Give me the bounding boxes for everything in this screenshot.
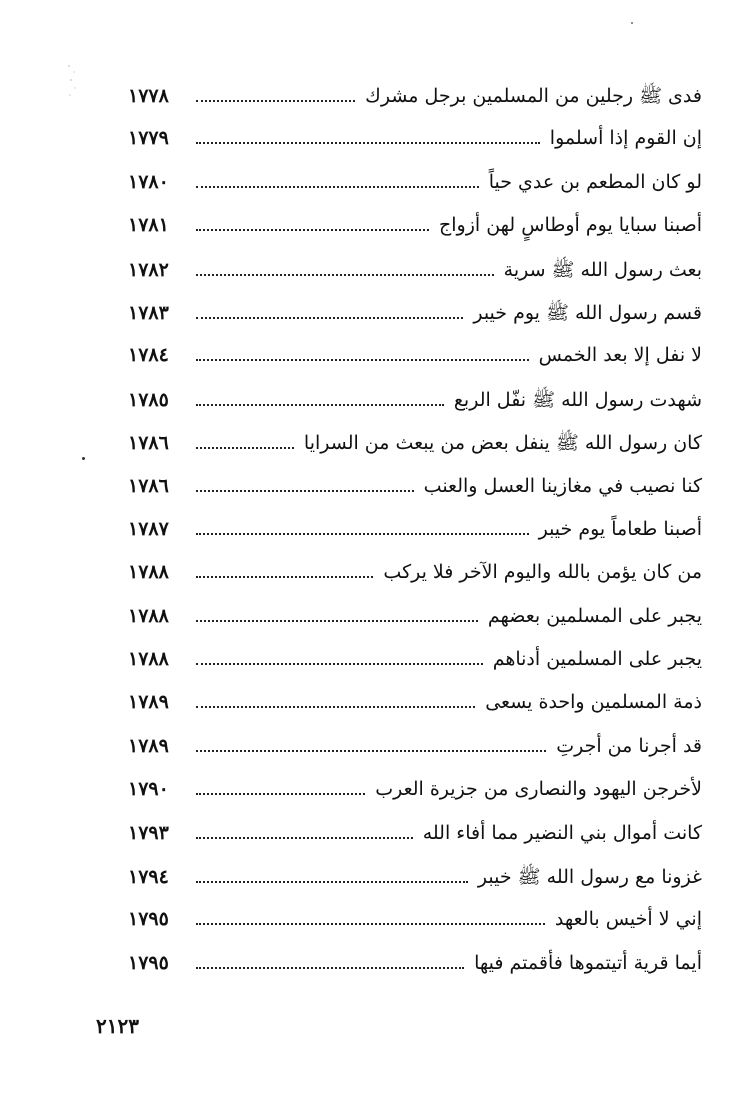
entry-text: قسم رسول الله ﷺ يوم خيبر: [473, 301, 702, 324]
index-entry: [128, 344, 702, 387]
entry-page-number: ١٧٨٥: [128, 388, 169, 411]
entry-text: كان رسول الله ﷺ ينفل بعض من يبعث من السرايا: [303, 432, 702, 455]
entry-text: فدى ﷺ رجلين من المسلمين برجل مشرك: [365, 85, 702, 107]
index-entry: [128, 648, 702, 691]
index-entry: [128, 735, 702, 778]
entry-text: لا نفل إلا بعد الخمس: [538, 344, 702, 367]
entry-text: لو كان المطعم بن عدي حياً: [488, 170, 702, 193]
entry-text: أصبنا طعاماً يوم خيبر: [538, 517, 702, 540]
entry-text: ذمة المسلمين واحدة يسعى: [485, 691, 702, 714]
scan-smudge: [66, 62, 78, 102]
page-number: ٢١٢٣: [96, 1014, 139, 1038]
entry-text: يجبر على المسلمين بعضهم: [487, 604, 702, 627]
dot-leader: [196, 619, 478, 622]
dot-leader: [196, 880, 468, 883]
dot-leader: [196, 228, 429, 231]
dot-leader: [196, 966, 464, 969]
index-entry: [128, 778, 702, 821]
entry-text: غزونا مع رسول الله ﷺ خيبر: [477, 866, 702, 889]
entry-text: أيما قرية أتيتموها فأقمتم فيها: [474, 951, 702, 974]
index-entry: [128, 171, 702, 214]
entry-page-number: ١٧٨٦: [128, 432, 169, 455]
entry-text: من كان يؤمن بالله واليوم الآخر فلا يركب: [383, 561, 702, 584]
margin-dot: [82, 457, 85, 460]
entry-page-number: ١٧٨٩: [128, 734, 169, 757]
index-entry: [128, 518, 702, 561]
entry-text: يجبر على المسلمين أدناهم: [492, 648, 702, 671]
dot-leader: [196, 532, 529, 535]
dot-leader: [196, 575, 373, 578]
index-entry: [128, 258, 702, 301]
dot-leader: [196, 141, 540, 144]
margin-dot: [631, 22, 633, 24]
index-entry: [128, 475, 702, 518]
entry-text: بعث رسول الله ﷺ سرية: [503, 258, 702, 281]
entry-page-number: ١٧٨٦: [128, 474, 169, 497]
dot-leader: [196, 185, 479, 188]
entry-page-number: ١٧٩٠: [128, 778, 169, 801]
entry-text: شهدت رسول الله ﷺ نفّل الربع: [453, 388, 702, 411]
entry-page-number: ١٧٨١: [128, 214, 169, 237]
index-entry: [128, 388, 702, 431]
dot-leader: [196, 273, 494, 276]
entry-page-number: ١٧٧٩: [128, 127, 169, 150]
entry-page-number: ١٧٨٣: [128, 301, 169, 324]
entry-page-number: ١٧٩٥: [128, 951, 169, 974]
entry-page-number: ١٧٩٤: [128, 866, 169, 889]
entry-text: كنا نصيب في مغازينا العسل والعنب: [423, 474, 702, 497]
index-entry: [128, 865, 702, 908]
index-entry: [128, 214, 702, 257]
index-entry: [128, 822, 702, 865]
entry-page-number: ١٧٨٤: [128, 344, 169, 367]
index-entry: [128, 84, 702, 127]
dot-leader: [196, 749, 546, 752]
index-list: [128, 84, 702, 995]
dot-leader: [196, 99, 355, 102]
index-entry: [128, 127, 702, 170]
entry-text: قد أجرنا من أجرتِ: [556, 734, 702, 757]
dot-leader: [196, 316, 463, 319]
index-entry: [128, 431, 702, 474]
dot-leader: [196, 358, 529, 361]
entry-page-number: ١٧٨٨: [128, 561, 169, 584]
entry-page-number: ١٧٨٠: [128, 170, 169, 193]
entry-page-number: ١٧٨٧: [128, 517, 169, 540]
entry-page-number: ١٧٨٨: [128, 604, 169, 627]
dot-leader: [196, 403, 444, 406]
index-entry: [128, 605, 702, 648]
entry-text: أصبنا سبايا يوم أوطاسٍ لهن أزواج: [439, 214, 702, 237]
dot-leader: [196, 446, 294, 449]
dot-leader: [196, 489, 414, 492]
entry-text: لأخرجن اليهود والنصارى من جزيرة العرب: [375, 778, 702, 801]
entry-page-number: ١٧٨٨: [128, 648, 169, 671]
entry-page-number: ١٧٧٨: [128, 85, 169, 107]
index-entry: [128, 561, 702, 604]
dot-leader: [196, 662, 483, 665]
dot-leader: [196, 922, 545, 925]
dot-leader: [196, 836, 413, 839]
index-entry: [128, 691, 702, 734]
index-entry: [128, 301, 702, 344]
entry-page-number: ١٧٩٥: [128, 908, 169, 931]
entry-page-number: ١٧٨٢: [128, 258, 169, 281]
dot-leader: [196, 705, 475, 708]
entry-text: إن القوم إذا أسلموا: [549, 127, 702, 150]
index-entry: [128, 952, 702, 995]
index-entry: [128, 908, 702, 951]
entry-text: إني لا أخيس بالعهد: [554, 908, 702, 931]
entry-page-number: ١٧٨٩: [128, 691, 169, 714]
dot-leader: [196, 792, 365, 795]
entry-text: كانت أموال بني النضير مما أفاء الله: [422, 821, 702, 844]
entry-page-number: ١٧٩٣: [128, 821, 169, 844]
